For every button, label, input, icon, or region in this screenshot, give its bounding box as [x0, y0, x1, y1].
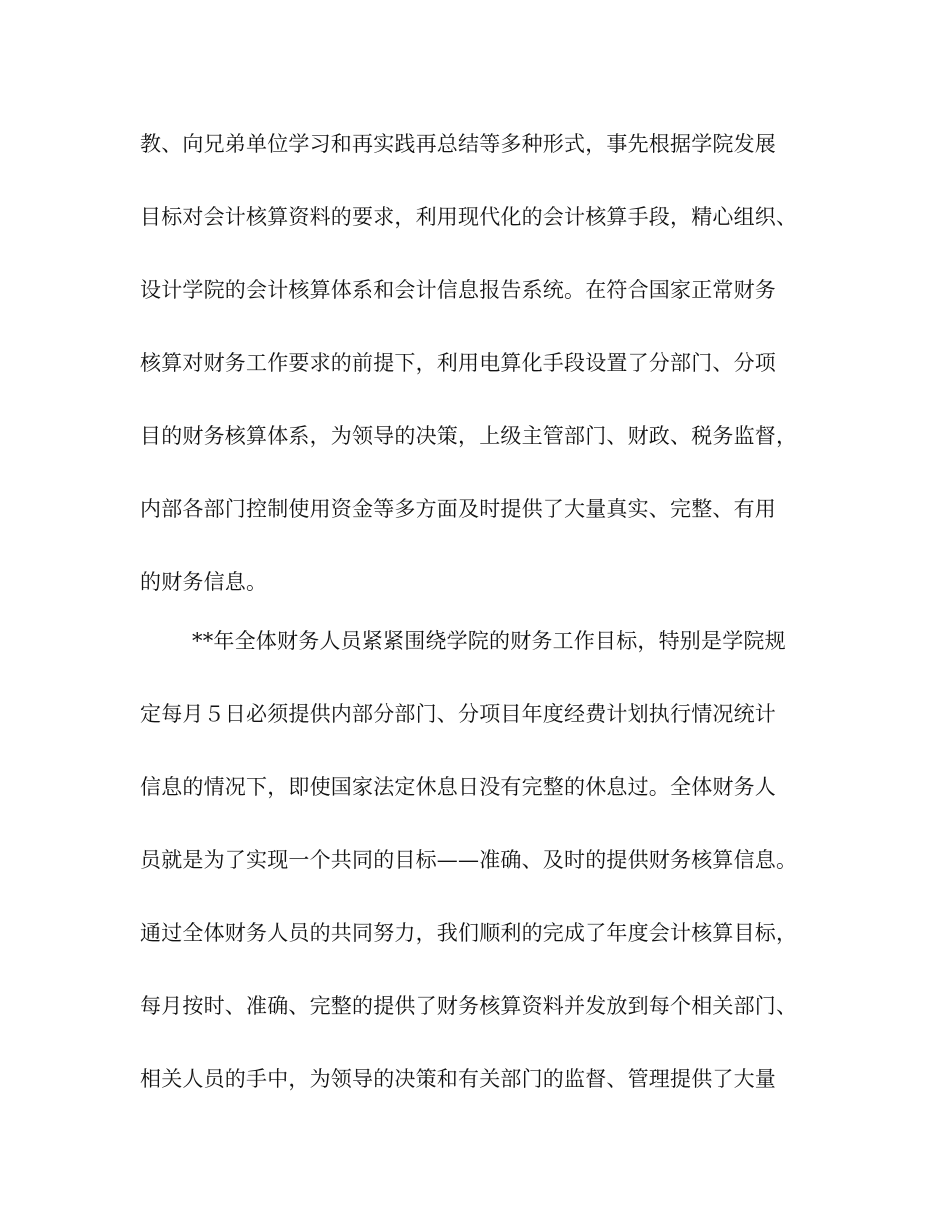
paragraph-line: 信息的情况下，即使国家法定休息日没有完整的休息过。全体财务人 — [140, 775, 776, 799]
paragraph-line: 设计学院的会计核算体系和会计信息报告系统。在符合国家正常财务 — [140, 278, 776, 302]
paragraph-line: 相关人员的手中，为领导的决策和有关部门的监督、管理提供了大量 — [140, 1067, 776, 1091]
paragraph-line: 每月按时、准确、完整的提供了财务核算资料并发放到每个相关部门、 — [140, 994, 798, 1018]
paragraph-line: 员就是为了实现一个共同的目标——准确、及时的提供财务核算信息。 — [140, 848, 798, 872]
paragraph-line: 通过全体财务人员的共同努力，我们顺利的完成了年度会计核算目标， — [140, 921, 798, 945]
paragraph-line: 目的财务核算体系，为领导的决策，上级主管部门、财政、税务监督， — [140, 424, 798, 448]
paragraph-line: **年全体财务人员紧紧围绕学院的财务工作目标，特别是学院规 — [192, 629, 786, 653]
paragraph-line: 教、向兄弟单位学习和再实践再总结等多种形式，事先根据学院发展 — [140, 132, 776, 156]
paragraph-line: 定每月５日必须提供内部分部门、分项目年度经费计划执行情况统计 — [140, 702, 776, 726]
paragraph-line: 核算对财务工作要求的前提下，利用电算化手段设置了分部门、分项 — [140, 351, 776, 375]
paragraph-line: 目标对会计核算资料的要求，利用现代化的会计核算手段，精心组织、 — [140, 205, 798, 229]
paragraph-line: 内部各部门控制使用资金等多方面及时提供了大量真实、完整、有用 — [140, 497, 776, 521]
paragraph-line: 的财务信息。 — [140, 570, 268, 594]
